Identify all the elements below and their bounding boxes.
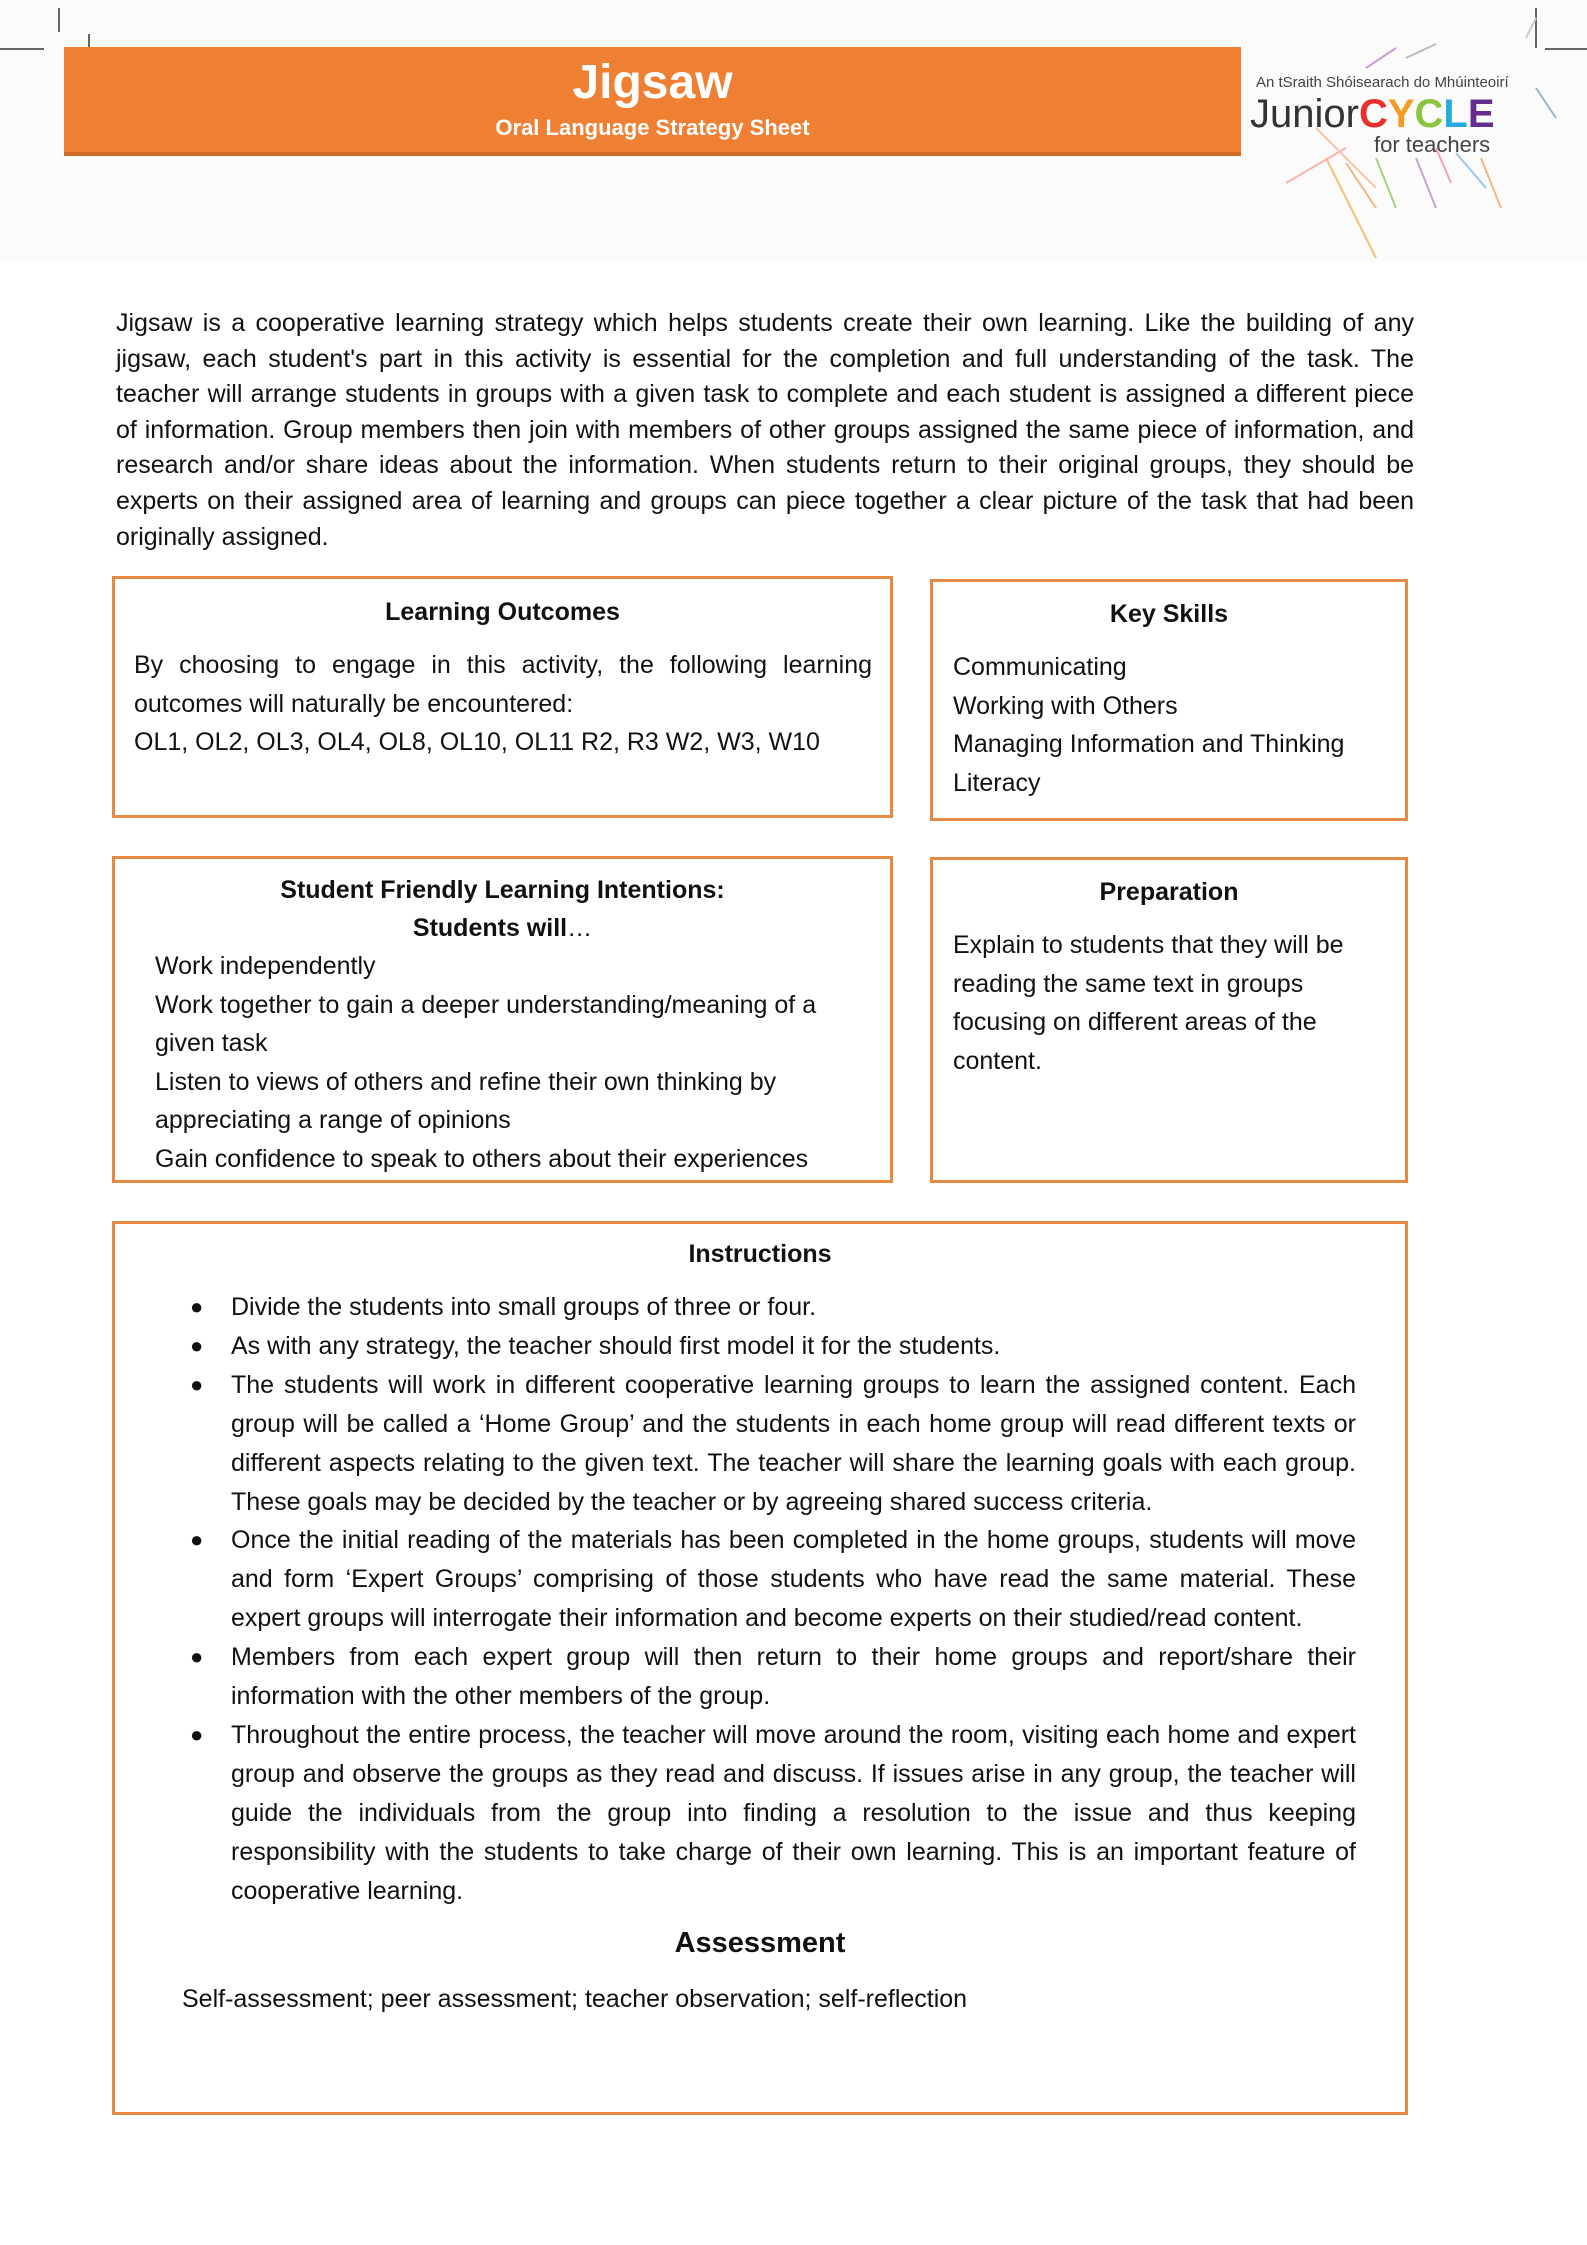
- assessment-text: Self-assessment; peer assessment; teacher observation; self-reflection: [182, 1984, 968, 2013]
- instruction-item: [190, 1327, 1356, 1366]
- learning-outcomes-text: By choosing to engage in this activity, the following learning: [134, 651, 872, 679]
- bullet-icon: ●: [190, 1644, 204, 1670]
- learning-intentions-subtitle-bold: Students will: [412, 914, 568, 942]
- crop-mark: [58, 8, 60, 32]
- key-skills-list: [933, 648, 1405, 802]
- instruction-item: [190, 1638, 1356, 1716]
- logo-brand: [1250, 92, 1495, 136]
- learning-intention-item: appreciating a range of opinions: [155, 1106, 511, 1134]
- bullet-icon: ●: [190, 1294, 204, 1319]
- key-skill-item: Managing Information and Thinking: [953, 730, 1345, 758]
- learning-intention-item: given task: [155, 1029, 268, 1057]
- key-skill-item: Working with Others: [953, 691, 1178, 720]
- instruction-text: Once the initial reading of the materials has been completed in the home groups, students will move and form ‘Expert Groups’ comprising of those students who have read the same material. These expert groups will interrogate their information and become experts on their studied/read content.: [231, 1526, 1356, 1633]
- instruction-text: Members from each expert group will then return to their home groups and report/share their information with the other members of the group.: [231, 1643, 1356, 1711]
- logo-letter: Y: [1387, 92, 1415, 136]
- learning-intention-item: Work independently: [155, 952, 376, 980]
- junior-cycle-logo: [1236, 8, 1576, 258]
- logo-brand-cycle: [1359, 92, 1495, 136]
- instructions-title: Instructions: [688, 1240, 832, 1268]
- instruction-text: As with any strategy, the teacher should first model it for the students.: [231, 1331, 1001, 1360]
- instruction-text: Divide the students into small groups of three or four.: [231, 1293, 817, 1321]
- logo-brand-suffix: for teachers: [1374, 132, 1491, 157]
- bullet-icon: ●: [190, 1721, 204, 1747]
- logo-letter: C: [1358, 92, 1388, 136]
- key-skill-item: Communicating: [953, 653, 1127, 681]
- instruction-text: The students will work in different cooperative learning groups to learn the assigned content. Each group will be called a ‘Home Group’ and the students in each home group will read different texts or different aspects relating to the given text. The teacher will share the learning goals with each group. These goals may be decided by the teacher or by agreeing shared success criteria.: [231, 1370, 1356, 1516]
- learning-intentions-title: Student Friendly Learning Intentions:: [280, 876, 725, 904]
- key-skill-item: Literacy: [953, 768, 1041, 797]
- logo-tagline: An tSraith Shóisearach do Mhúinteoirí: [1256, 74, 1509, 91]
- instruction-item: [190, 1288, 1356, 1327]
- bullet-icon: ●: [190, 1371, 204, 1397]
- learning-intention-item: Gain confidence to speak to others about their experiences: [155, 1144, 809, 1173]
- logo-letter: L: [1443, 92, 1468, 136]
- logo-letter: C: [1414, 92, 1444, 136]
- learning-outcomes-text-2: outcomes will naturally be encountered:: [134, 689, 574, 718]
- learning-intentions-subtitle: [115, 909, 890, 947]
- assessment-title: Assessment: [674, 1926, 846, 1959]
- instructions-list: [115, 1288, 1405, 1911]
- page-subtitle: Oral Language Strategy Sheet: [495, 115, 810, 140]
- learning-intention-item: Listen to views of others and refine their own thinking by: [155, 1067, 777, 1096]
- title-bar: [64, 47, 1241, 156]
- preparation-line: Explain to students that they will be: [953, 931, 1344, 959]
- learning-intention-item: Work together to gain a deeper understanding/meaning of a: [155, 990, 817, 1019]
- preparation-line: reading the same text in groups: [953, 969, 1304, 998]
- crop-mark: [0, 48, 44, 50]
- instruction-item: [190, 1521, 1356, 1638]
- preparation-line: focusing on different areas of the: [953, 1008, 1317, 1036]
- logo-brand-prefix: Junior: [1250, 92, 1359, 136]
- instruction-item: [190, 1716, 1356, 1911]
- instruction-text: Throughout the entire process, the teacher will move around the room, visiting each home and expert group and observe the groups as they read and discuss. If issues arise in any group, the teacher will guide the individuals from the group into finding a resolution to the issue and thus keeping responsibility with the students to take charge of their own learning. This is an important feature of cooperative learning.: [231, 1720, 1356, 1905]
- key-skills-title: Key Skills: [1109, 600, 1229, 628]
- learning-outcomes-body: [115, 646, 890, 762]
- logo-letter: E: [1467, 92, 1495, 136]
- learning-intentions-box: [112, 856, 893, 1183]
- learning-intentions-list: [115, 947, 890, 1178]
- learning-outcomes-box: [112, 576, 893, 818]
- preparation-box: [930, 857, 1408, 1183]
- instruction-item: [190, 1366, 1356, 1522]
- preparation-title: Preparation: [1099, 878, 1239, 906]
- bullet-icon: ●: [190, 1332, 204, 1358]
- page-title: Jigsaw: [572, 56, 733, 109]
- intro-paragraph: Jigsaw is a cooperative learning strategy which helps students create their own learning. Like the building of any jigsaw, each student's part in this activity is essential for the completion and full understanding of the task. The teacher will arrange students in groups with a given task to complete and each student is assigned a different piece of information. Group members then join with members of other groups assigned the same piece of information, and research and/or share ideas about the information. When students return to their original groups, they should be experts on their assigned area of learning and groups can piece together a clear picture of the task that had been originally assigned.: [116, 309, 1414, 551]
- learning-outcomes-codes: OL1, OL2, OL3, OL4, OL8, OL10, OL11 R2, R3 W2, W3, W10: [134, 728, 820, 756]
- bullet-icon: ●: [190, 1527, 204, 1553]
- key-skills-box: [930, 579, 1408, 821]
- preparation-line: content.: [953, 1046, 1042, 1075]
- instructions-box: [112, 1221, 1408, 2115]
- learning-intentions-subtitle-tail: …: [567, 914, 593, 942]
- preparation-body: [933, 926, 1405, 1080]
- learning-outcomes-title: Learning Outcomes: [385, 598, 620, 626]
